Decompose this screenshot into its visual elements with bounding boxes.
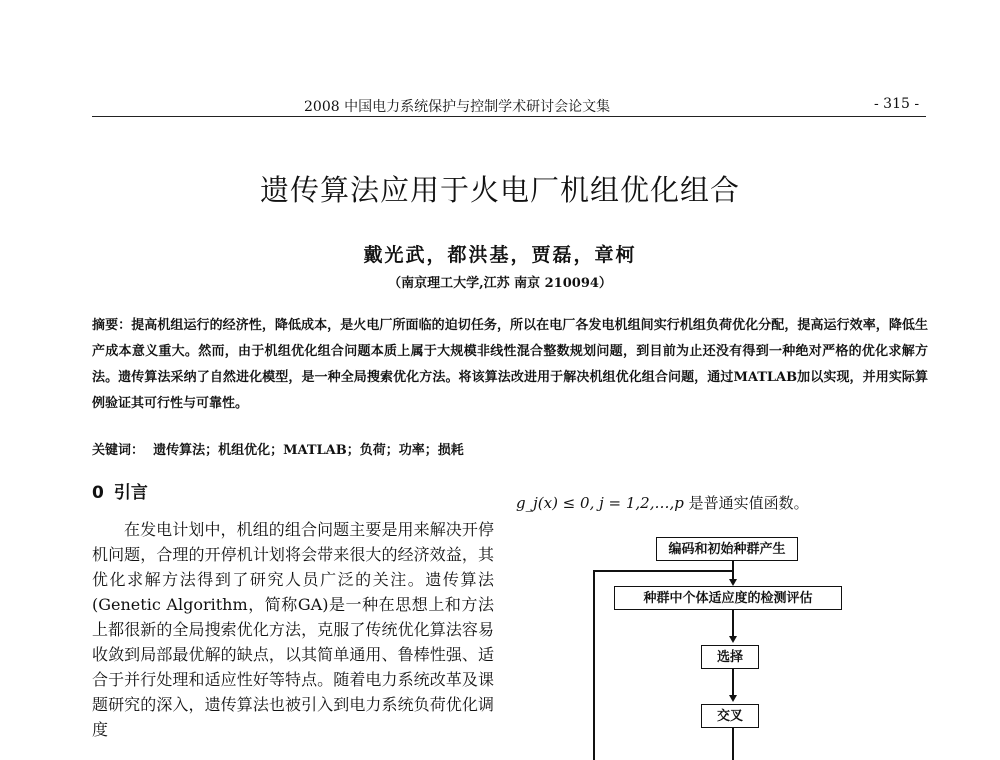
running-header bbox=[0, 0, 1000, 130]
intro-paragraph: 在发电计划中，机组的组合问题主要是用来解决开停机问题，合理的开停机计划将会带来很大的经济效益，其优化求解方法得到了研究人员广泛的关注。遗传算法(Genetic Algorithm，简称GA)是一种在思想上和方法上都很新的全局搜索优化方法，克服了传统优化算法容易收敛到局部最优解的缺点，以其简单通用、鲁棒性强、适合于并行处理和适应性好等特点。随着电力系统改革及课题研究的深入，遗传算法也被引入到电力系统负荷优化调度 bbox=[92, 520, 494, 739]
page-number: - 315 - bbox=[874, 96, 920, 112]
feedback-loop-top bbox=[593, 570, 733, 572]
section-number: 0 bbox=[92, 483, 104, 503]
flowchart-arrow bbox=[729, 579, 737, 586]
flowchart-step-init: 编码和初始种群产生 bbox=[656, 537, 798, 561]
flowchart-step-select: 选择 bbox=[701, 645, 759, 669]
journal-title: 2008 中国电力系统保护与控制学术研讨会论文集 bbox=[304, 99, 611, 115]
keywords-label: 关键词： bbox=[92, 443, 145, 458]
header-rule bbox=[92, 116, 926, 117]
flowchart-arrow bbox=[729, 636, 737, 643]
authors: 戴光武，都洪基，贾磊，章柯 bbox=[363, 244, 637, 266]
flowchart-connector bbox=[732, 610, 734, 636]
section-title: 引言 bbox=[113, 483, 148, 503]
formula-description: 是普通实值函数。 bbox=[688, 494, 809, 512]
affiliation: （南京理工大学,江苏 南京 210094） bbox=[388, 276, 612, 291]
keywords bbox=[92, 439, 928, 458]
feedback-loop-left bbox=[593, 570, 595, 760]
section-heading bbox=[92, 478, 148, 503]
flowchart-step-evaluate: 种群中个体适应度的检测评估 bbox=[614, 586, 842, 610]
flowchart-connector bbox=[732, 669, 734, 695]
flowchart-step-crossover: 交叉 bbox=[701, 704, 759, 728]
ga-flowchart bbox=[560, 520, 900, 760]
abstract bbox=[92, 313, 928, 417]
abstract-text: 提高机组运行的经济性，降低成本，是火电厂所面临的迫切任务，所以在电厂各发电机组间实行机组负荷优化分配，提高运行效率，降低生产成本意义重大。然而，由于机组优化组合问题本质上属于大规模非线性混合整数规划问题，到目前为止还没有得到一种绝对严格的优化求解方法。遗传算法采纳了自然进化模型，是一种全局搜索优化方法。将该算法改进用于解决机组优化组合问题，通过MATLAB加以实现，并用实际算例验证其可行性与可靠性。 bbox=[92, 318, 928, 411]
abstract-label: 摘要： bbox=[92, 318, 132, 333]
flowchart-connector bbox=[732, 728, 734, 760]
formula: g_j(x) ≤ 0, j = 1,2,…,p bbox=[516, 494, 684, 512]
flowchart-arrow bbox=[729, 695, 737, 702]
formula-line bbox=[516, 492, 809, 513]
keywords-text: 遗传算法；机组优化；MATLAB；负荷；功率；损耗 bbox=[153, 443, 464, 458]
paper-title: 遗传算法应用于火电厂机组优化组合 bbox=[259, 173, 740, 207]
